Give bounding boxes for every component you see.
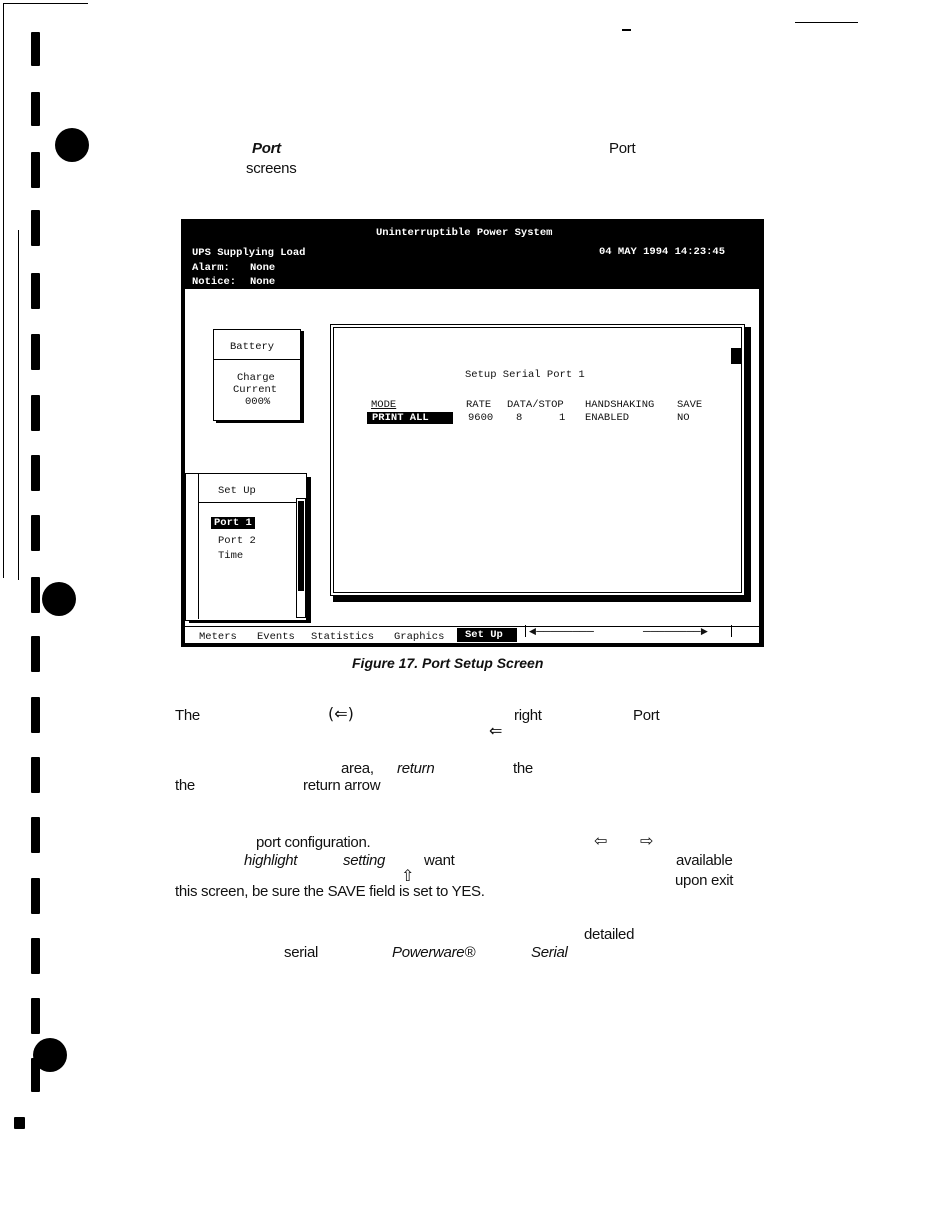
text-area: area, (341, 760, 374, 777)
text-port: Port (252, 140, 281, 157)
text-serial: Serial (531, 944, 568, 961)
return-arrow-icon: (⇐) (328, 704, 354, 723)
divider (214, 359, 300, 360)
text-available: available (676, 852, 733, 869)
text-port: Port (633, 707, 660, 724)
page-edge-line (3, 3, 4, 578)
punch-mark (31, 938, 40, 974)
status-text: UPS Supplying Load (192, 247, 306, 259)
header-handshaking: HANDSHAKING (585, 399, 655, 411)
header-data-stop: DATA/STOP (507, 399, 564, 411)
header-rate: RATE (466, 399, 492, 411)
binder-hole (42, 582, 76, 616)
menu-statistics[interactable]: Statistics (311, 631, 375, 643)
menu-item-time[interactable]: Time (218, 550, 244, 562)
right-arrow-icon: ⇨ (640, 831, 654, 850)
screen-workspace (185, 289, 759, 643)
header-mode: MODE (371, 399, 397, 411)
header-save: SAVE (677, 399, 703, 411)
alarm-value: None (250, 262, 276, 274)
text-the: the (175, 777, 195, 794)
figure-caption: Figure 17. Port Setup Screen (352, 655, 544, 671)
punch-mark (31, 152, 40, 188)
menu-scrollbar[interactable] (296, 498, 306, 618)
menu-meters[interactable]: Meters (199, 631, 237, 643)
save-field[interactable]: NO (677, 412, 690, 424)
punch-mark (31, 577, 40, 613)
punch-mark (31, 998, 40, 1034)
punch-mark (31, 395, 40, 431)
serial-port-dialog (330, 324, 745, 596)
punch-mark (31, 757, 40, 793)
text-setting: setting (343, 852, 386, 869)
scrollbar-thumb[interactable] (298, 501, 304, 591)
left-arrow-icon: ⇦ (594, 831, 608, 850)
text-highlight: highlight (244, 852, 298, 869)
punch-mark (31, 636, 40, 672)
binder-hole (55, 128, 89, 162)
text-the: the (513, 760, 533, 777)
notice-value: None (250, 276, 276, 288)
text-save-note: this screen, be sure the SAVE field is set to YES. (175, 883, 485, 900)
divider (731, 625, 732, 637)
punch-mark (31, 817, 40, 853)
text-return-arrow: return arrow (303, 777, 381, 794)
up-arrow-icon: ⇧ (401, 866, 415, 885)
page-edge-line (18, 230, 19, 580)
punch-mark (31, 878, 40, 914)
mode-field[interactable]: PRINT ALL (367, 412, 453, 424)
text-serial: serial (284, 944, 319, 961)
menu-events[interactable]: Events (257, 631, 295, 643)
battery-panel[interactable] (213, 329, 301, 421)
text-right: right (514, 707, 542, 724)
text-upon-exit: upon exit (675, 872, 734, 889)
notice-label: Notice: (192, 276, 237, 288)
alarm-label: Alarm: (192, 262, 230, 274)
punch-mark (31, 515, 40, 551)
menu-item-port-1[interactable]: Port 1 (211, 517, 255, 529)
punch-mark (31, 697, 40, 733)
battery-value: 000% (245, 396, 271, 408)
dialog-title: Setup Serial Port 1 (465, 369, 585, 381)
punch-mark (31, 32, 40, 66)
dialog-frame (333, 327, 742, 593)
text-want: want (424, 852, 455, 869)
punch-mark (31, 273, 40, 309)
divider (198, 502, 306, 503)
text-the: The (175, 707, 200, 724)
text-screens: screens (246, 160, 297, 177)
divider (198, 474, 199, 619)
battery-label: Charge (237, 372, 275, 384)
punch-mark (31, 92, 40, 126)
divider (525, 625, 526, 637)
ups-screen (181, 219, 764, 647)
punch-mark (14, 1117, 25, 1129)
stop-bits-field[interactable]: 1 (559, 412, 566, 424)
page-edge-line (3, 3, 88, 4)
handshaking-field[interactable]: ENABLED (585, 412, 630, 424)
text-port-configuration: port configuration. (256, 834, 371, 851)
left-arrow-icon: ◄──────── (529, 625, 594, 639)
rate-field[interactable]: 9600 (468, 412, 494, 424)
page-rule (795, 22, 858, 23)
menu-graphics[interactable]: Graphics (394, 631, 445, 643)
punch-mark (31, 210, 40, 246)
menu-item-port-2[interactable]: Port 2 (218, 535, 256, 547)
setup-menu-panel (185, 473, 307, 621)
datetime: 04 MAY 1994 14:23:45 (599, 246, 726, 258)
page-mark (622, 29, 631, 31)
punch-mark (31, 455, 40, 491)
punch-mark (31, 334, 40, 370)
return-arrow-icon: ⇐ (489, 721, 503, 740)
battery-label: Current (233, 384, 278, 396)
binder-hole (33, 1038, 67, 1072)
screen-title: Uninterruptible Power System (376, 227, 553, 239)
battery-title: Battery (230, 341, 275, 353)
scroll-indicator[interactable] (731, 348, 741, 364)
setup-menu-title: Set Up (218, 485, 256, 497)
menu-set-up[interactable]: Set Up (457, 629, 517, 641)
text-powerware: Powerware® (392, 944, 476, 961)
data-bits-field[interactable]: 8 (516, 412, 523, 424)
text-return: return (397, 760, 435, 777)
text-detailed: detailed (584, 926, 635, 943)
text-port: Port (609, 140, 636, 157)
right-arrow-icon: ────────► (643, 625, 708, 639)
